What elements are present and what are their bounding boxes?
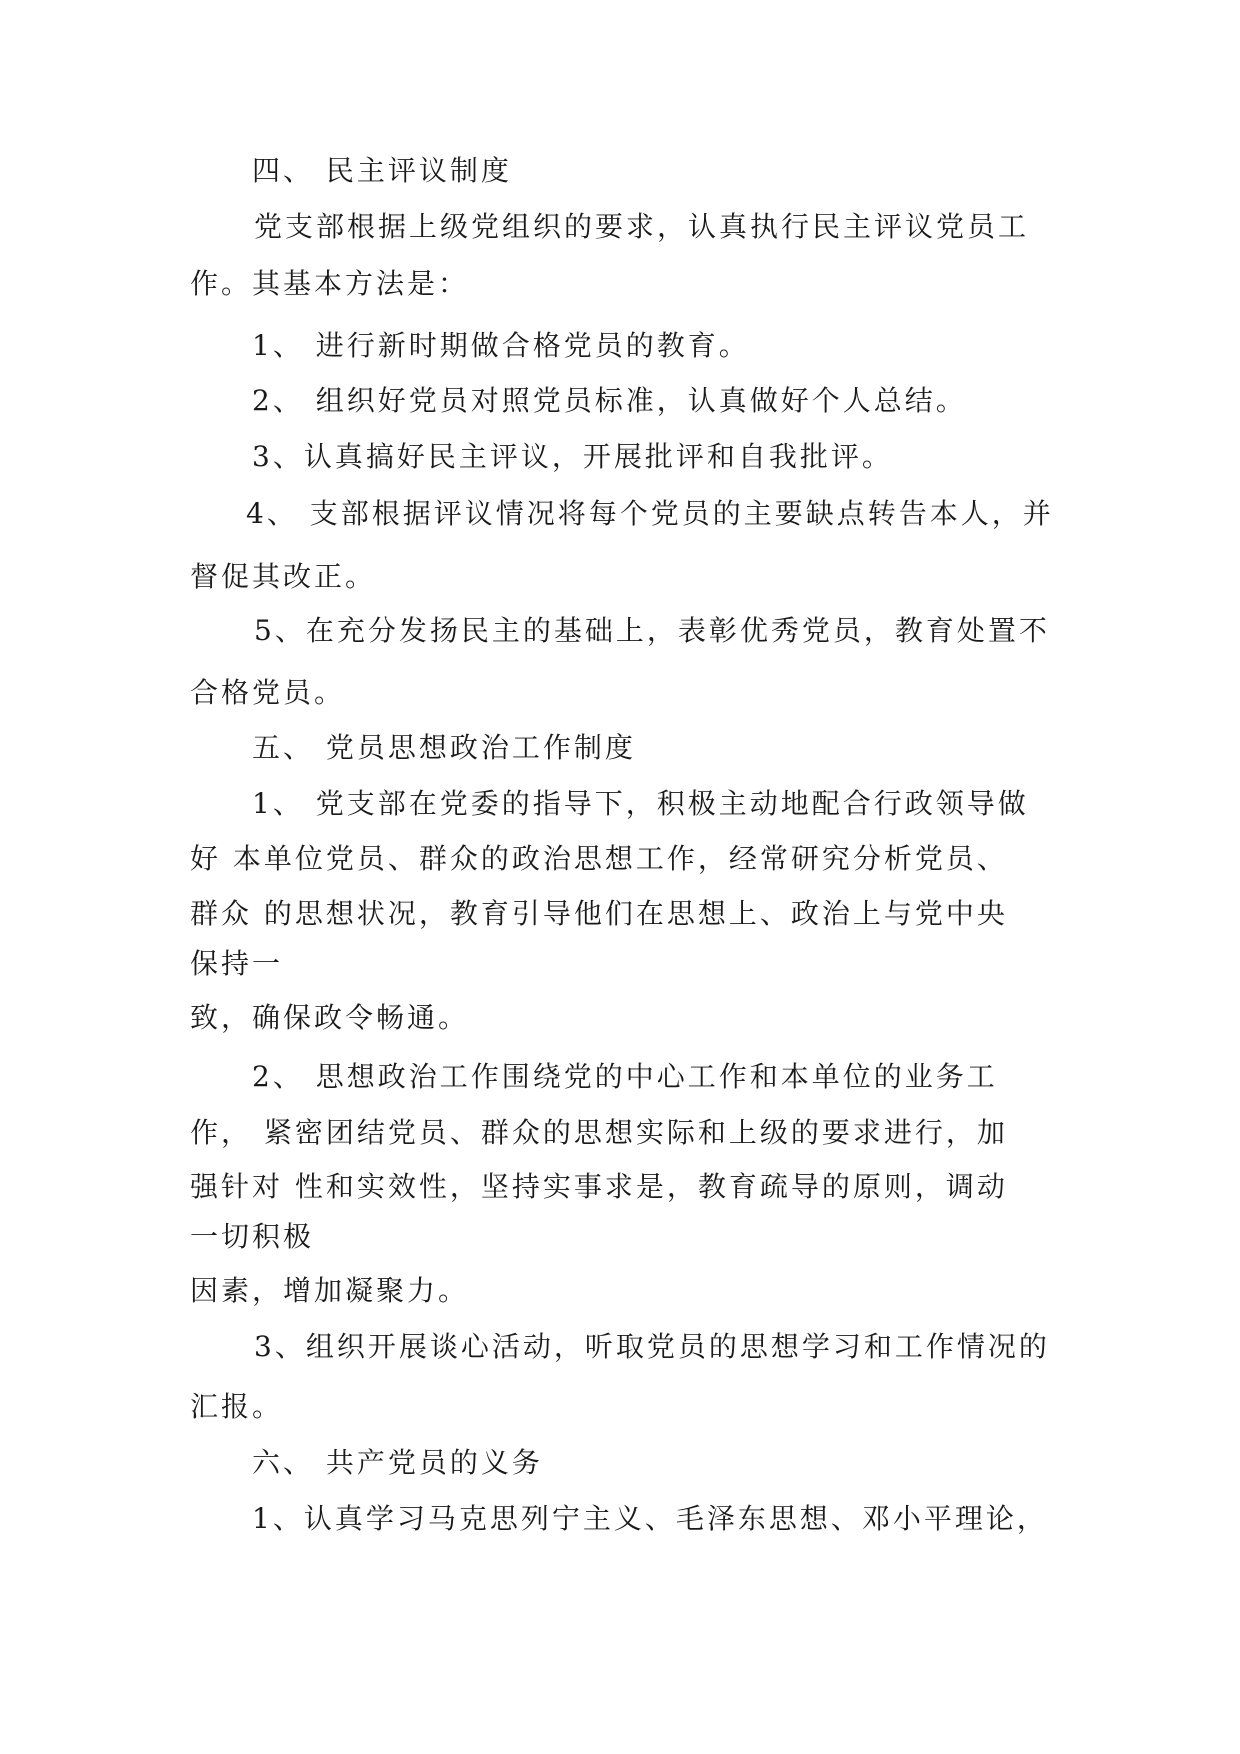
- paragraph-line: 作， 紧密团结党员、群众的思想实际和上级的要求进行，加: [190, 1116, 1008, 1149]
- list-item-line: 1、 党支部在党委的指导下，积极主动地配合行政领导做: [252, 787, 1029, 820]
- list-item-line: 2、 组织好党员对照党员标准，认真做好个人总结。: [252, 384, 967, 417]
- section-heading-six: 六、 共产党员的义务: [252, 1446, 543, 1479]
- paragraph-line: 合格党员。: [190, 676, 346, 709]
- section-heading-five: 五、 党员思想政治工作制度: [252, 731, 636, 764]
- paragraph-line: 党支部根据上级党组织的要求，认真执行民主评议党员工: [254, 210, 1030, 243]
- paragraph-line: 好 本单位党员、群众的政治思想工作，经常研究分析党员、: [190, 842, 1008, 875]
- paragraph-line: 强针对 性和实效性，坚持实事求是，教育疏导的原则，调动: [190, 1170, 1008, 1203]
- list-item-line: 5、在充分发扬民主的基础上，表彰优秀党员，教育处置不: [254, 614, 1050, 647]
- paragraph-line: 一切积极: [190, 1220, 315, 1253]
- paragraph-line: 汇报。: [190, 1390, 284, 1423]
- list-item-line: 3、认真搞好民主评议，开展批评和自我批评。: [252, 440, 893, 473]
- paragraph-line: 致，确保政令畅通。: [190, 1001, 470, 1034]
- list-item-line: 1、 进行新时期做合格党员的教育。: [252, 329, 750, 362]
- paragraph-line: 保持一: [190, 947, 284, 980]
- paragraph-line: 督促其改正。: [190, 560, 377, 593]
- list-item-line: 1、认真学习马克思列宁主义、毛泽东思想、邓小平理论，: [252, 1502, 1048, 1535]
- paragraph-line: 群众 的思想状况，教育引导他们在思想上、政治上与党中央: [190, 897, 1008, 930]
- section-heading-four: 四、 民主评议制度: [252, 154, 512, 187]
- list-item-line: 2、 思想政治工作围绕党的中心工作和本单位的业务工: [252, 1060, 998, 1093]
- list-item-line: 4、 支部根据评议情况将每个党员的主要缺点转告本人，并: [246, 497, 1054, 530]
- list-item-line: 3、组织开展谈心活动，听取党员的思想学习和工作情况的: [254, 1330, 1050, 1363]
- paragraph-line: 因素，增加凝聚力。: [190, 1274, 470, 1307]
- paragraph-line: 作。其基本方法是：: [190, 267, 470, 300]
